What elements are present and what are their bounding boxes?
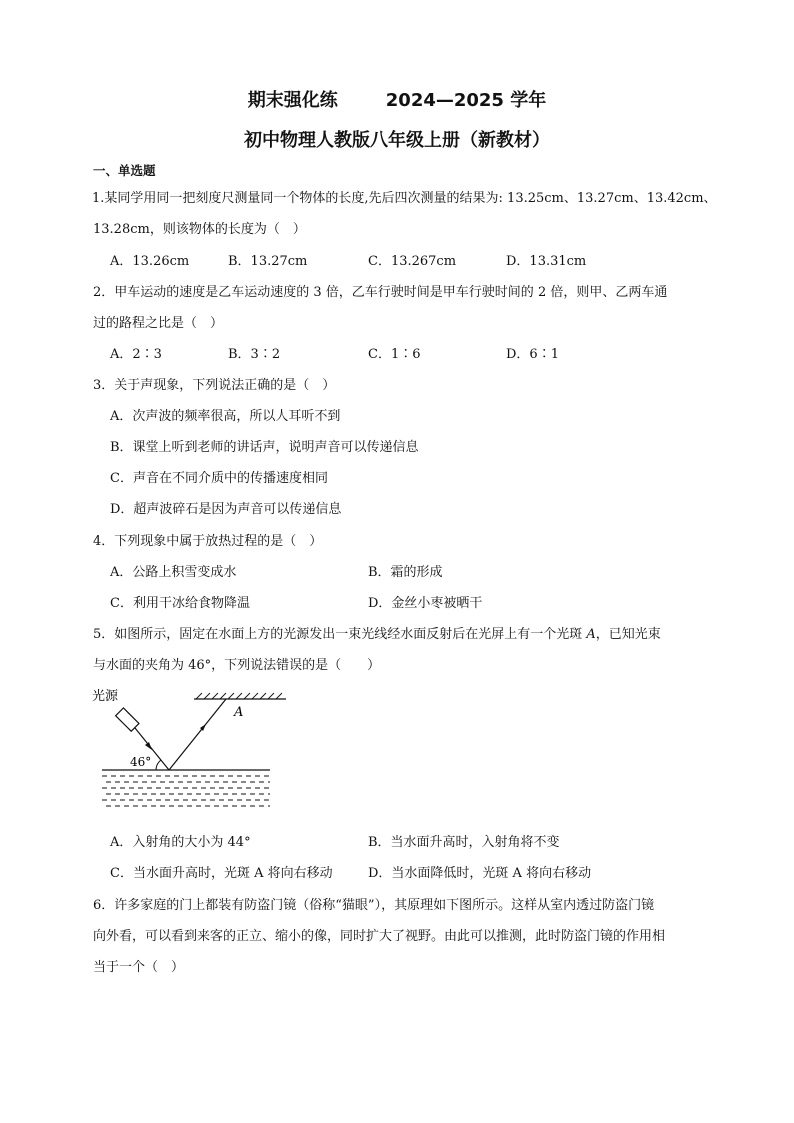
light-source-label: 光源 <box>92 689 119 704</box>
screen-hatching <box>196 693 282 699</box>
q5-option-c: C．当水面升高时，光斑 A 将向右移动 <box>110 866 333 881</box>
q3-option-a: A．次声波的频率很高，所以人耳听不到 <box>110 409 341 424</box>
q2-option-c: C．1∶6 <box>368 347 421 362</box>
exam-title-name: 期末强化练 <box>247 90 338 111</box>
section-heading: 一、单选题 <box>93 163 156 178</box>
q4-stem: 4．下列现象中属于放热过程的是（ ） <box>93 534 323 549</box>
q2-option-b: B．3∶2 <box>228 347 281 362</box>
q4-option-c: C．利用干冰给食物降温 <box>110 596 250 611</box>
q5-stem-line2: 与水面的夹角为 46°，下列说法错误的是（ ） <box>93 658 381 673</box>
q4-option-d: D．金丝小枣被晒干 <box>368 596 483 611</box>
exam-title-year: 2024—2025 学年 <box>385 90 547 111</box>
q5-option-d: D．当水面降低时，光斑 A 将向右移动 <box>368 866 592 881</box>
exam-title <box>0 86 794 112</box>
reflected-ray <box>169 699 226 770</box>
q4-option-a: A．公路上积雪变成水 <box>110 565 237 580</box>
q5-option-a: A．入射角的大小为 44° <box>110 835 251 850</box>
q5-stem-line1-pre: 5．如图所示，固定在水面上方的光源发出一束光线经水面反射后在光屏上有一个光斑 <box>93 627 587 642</box>
q6-stem-line2: 向外看，可以看到来客的正立、缩小的像，同时扩大了视野。由此可以推测，此时防盗门镜的作用相 <box>93 929 666 944</box>
q4-option-b: B．霜的形成 <box>368 565 443 580</box>
q1-option-d: D．13.31cm <box>506 254 587 269</box>
angle-label: 46° <box>130 755 152 769</box>
q6-stem-line3: 当于一个（ ） <box>93 960 185 975</box>
q3-option-d: D．超声波碎石是因为声音可以传递信息 <box>110 502 342 517</box>
q5-stem-line1-post: ，已知光束 <box>595 627 661 642</box>
q2-option-d: D．6∶1 <box>506 347 559 362</box>
q5-reflection-figure <box>86 684 286 814</box>
q1-option-c: C．13.267cm <box>368 254 457 269</box>
q1-stem-line2: 13.28cm，则该物体的长度为（ ） <box>93 222 306 237</box>
q1-option-b: B．13.27cm <box>228 254 308 269</box>
q2-option-a: A．2∶3 <box>110 347 162 362</box>
q3-stem: 3．关于声现象，下列说法正确的是（ ） <box>93 378 336 393</box>
incident-ray-arrow <box>145 742 152 750</box>
exam-subtitle: 初中物理人教版八年级上册（新教材） <box>244 130 550 151</box>
q1-option-a: A．13.26cm <box>110 254 190 269</box>
q3-option-c: C．声音在不同介质中的传播速度相同 <box>110 471 328 486</box>
q6-stem-line1: 6．许多家庭的门上都装有防盗门镜（俗称“猫眼”），其原理如下图所示。这样从室内透过防盗门镜 <box>93 898 655 913</box>
q5-stem-line1-var: A <box>586 627 596 642</box>
q3-option-b: B．课堂上听到老师的讲话声，说明声音可以传递信息 <box>110 440 419 455</box>
q5-stem-line1 <box>93 623 661 642</box>
light-spot-label: A <box>234 705 244 720</box>
q2-stem-line2: 过的路程之比是（ ） <box>93 316 224 331</box>
q5-option-b: B．当水面升高时，入射角将不变 <box>368 835 560 850</box>
water-body <box>102 776 270 806</box>
q1-stem-line1: 1.某同学用同一把刻度尺测量同一个物体的长度,先后四次测量的结果为: 13.25cm、13.27cm、13.42cm、 <box>92 191 717 206</box>
angle-arc <box>156 760 161 770</box>
q2-stem-line1: 2．甲车运动的速度是乙车运动速度的 3 倍，乙车行驶时间是甲车行驶时间的 2 倍，则甲、乙两车通 <box>93 285 668 300</box>
